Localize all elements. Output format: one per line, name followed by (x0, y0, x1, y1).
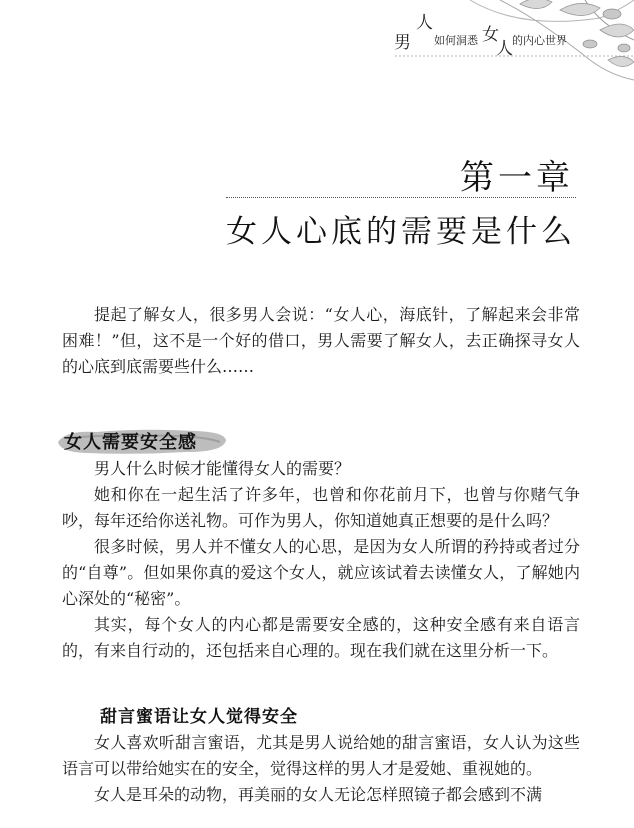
paragraph: 女人是耳朵的动物，再美丽的女人无论怎样照镜子都会感到不满 (94, 785, 543, 804)
section-body (62, 456, 580, 664)
section-heading (56, 422, 228, 458)
running-head-char: 男 (394, 33, 411, 53)
subsection-heading: 甜言蜜语让女人觉得安全 (100, 707, 298, 727)
paragraph: 男人什么时候才能懂得女人的需要？ (94, 459, 351, 478)
chapter-number: 第一章 (460, 158, 574, 198)
running-head-char: 人 (496, 39, 513, 59)
intro-text (62, 302, 580, 380)
chapter-title: 女人心底的需要是什么 (226, 214, 576, 250)
running-head-char: 女 (482, 25, 499, 45)
paragraph: 其实，每个女人的内心都是需要安全感的，这种安全感有来自语言的，有来自行动的，还包括来自心理的。现在我们就在这里分析一下。 (62, 615, 580, 660)
paragraph: 很多时候，男人并不懂女人的心思，是因为女人所谓的矜持或者过分的“自尊”。但如果你真的爱这个女人，就应该试着去读懂女人，了解她内心深处的“秘密”。 (62, 537, 580, 608)
running-head (392, 13, 582, 59)
subsection-body (62, 730, 580, 808)
chapter-divider (226, 197, 576, 198)
running-head-char: 人 (416, 13, 433, 33)
paragraph: 她和你在一起生活了许多年，也曾和你花前月下，也曾与你赌气争吵，每年还给你送礼物。可作为男人，你知道她真正想要的是什么吗？ (62, 485, 580, 530)
running-head-text: 如何洞悉 (434, 34, 478, 47)
section-heading-label: 女人需要安全感 (64, 432, 197, 453)
running-head-text: 的内心世界 (512, 34, 567, 47)
intro-paragraph: 提起了解女人，很多男人会说：“女人心，海底针，了解起来会非常困难！”但，这不是一个好的借口，男人需要了解女人，去正确探寻女人的心底到底需要些什么…… (62, 305, 580, 376)
paragraph: 女人喜欢听甜言蜜语，尤其是男人说给她的甜言蜜语，女人认为这些语言可以带给她实在的安全，觉得这样的男人才是爱她、重视她的。 (62, 733, 580, 778)
